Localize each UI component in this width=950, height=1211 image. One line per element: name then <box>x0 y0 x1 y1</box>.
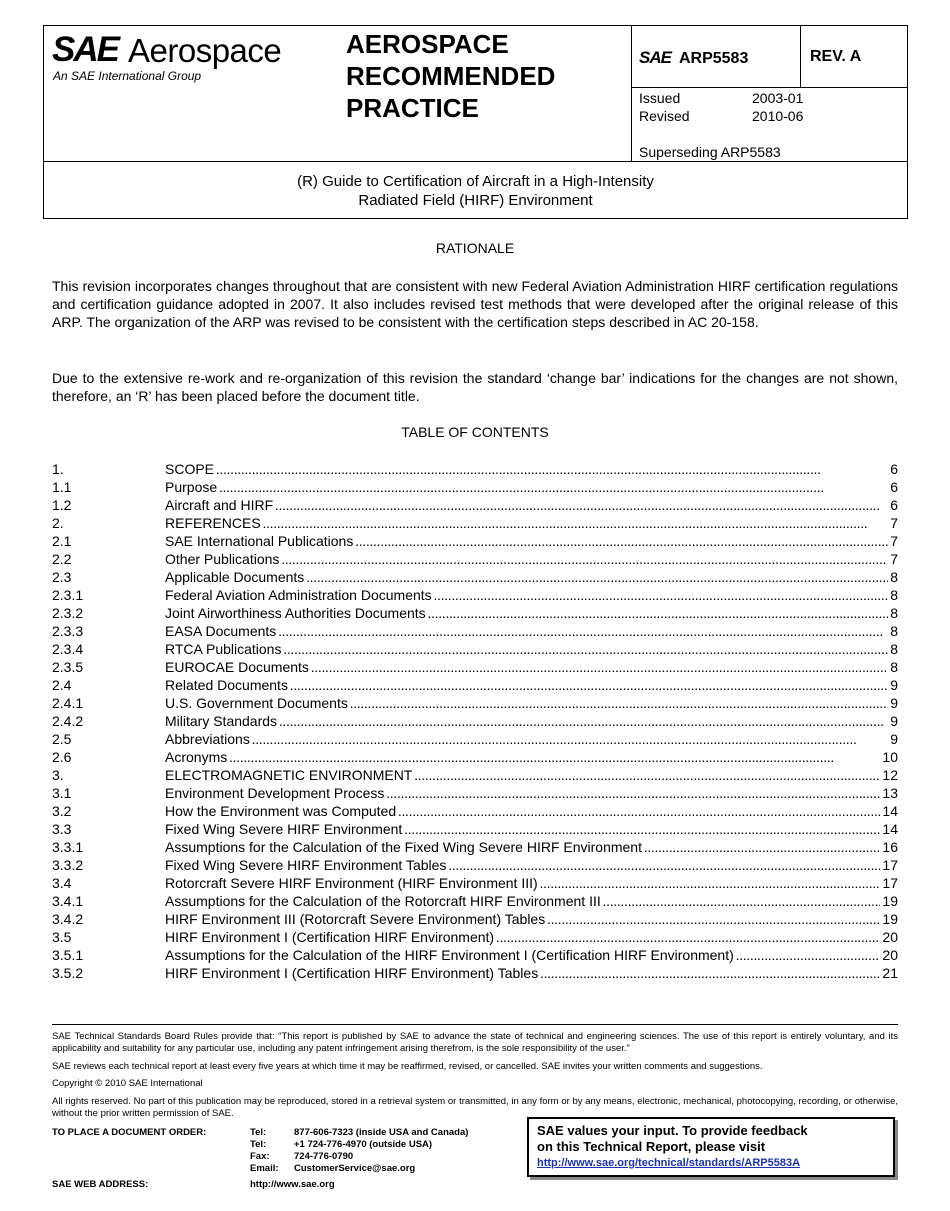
toc-entry[interactable] <box>52 514 898 532</box>
toc-entry[interactable] <box>52 766 898 784</box>
toc-entry-page: 16 <box>882 839 898 855</box>
contact-value: 877-606-7323 (inside USA and Canada) <box>294 1127 469 1138</box>
toc-entry-title: Abbreviations . . . <box>165 730 888 748</box>
toc-entry[interactable] <box>52 622 898 640</box>
toc-entry-title: Purpose . . . <box>165 478 888 496</box>
toc-entry-number: 2.3 <box>52 569 72 585</box>
toc-entry[interactable] <box>52 496 898 514</box>
toc-entry-page: 6 <box>890 497 898 513</box>
toc-entry-number: 2.1 <box>52 533 72 549</box>
toc-entry-number: 1. <box>52 461 64 477</box>
toc-entry[interactable] <box>52 730 898 748</box>
toc-entry-title: Rotorcraft Severe HIRF Environment (HIRF Environment III) . . . <box>165 874 880 892</box>
toc-entry[interactable] <box>52 640 898 658</box>
toc-entry-page: 8 <box>890 605 898 621</box>
toc-entry-title: ELECTROMAGNETIC ENVIRONMENT . . . <box>165 766 880 784</box>
revised-label: Revised <box>639 108 690 124</box>
toc-entry-title: REFERENCES . . . <box>165 514 888 532</box>
contact-value[interactable]: CustomerService@sae.org <box>294 1163 416 1174</box>
toc-entry[interactable] <box>52 964 898 982</box>
toc-entry-title: How the Environment was Computed . . . <box>165 802 880 820</box>
table-of-contents <box>52 460 898 982</box>
toc-entry[interactable] <box>52 748 898 766</box>
toc-entry-number: 2.3.3 <box>52 623 84 639</box>
sae-aerospace-logo <box>52 30 312 86</box>
document-type-line: AEROSPACE <box>346 29 509 59</box>
toc-entry-title: Assumptions for the Calculation of the HIRF Environment I (Certification HIRF Environment) . . . <box>165 946 880 964</box>
header-divider <box>44 161 907 162</box>
feedback-text: on this Technical Report, please visit <box>537 1139 766 1154</box>
toc-entry-number: 3.5.1 <box>52 947 84 963</box>
footer-rule <box>52 1024 898 1025</box>
contact-label: Tel: <box>250 1127 267 1138</box>
toc-entry-title: HIRF Environment I (Certification HIRF Environment) . . . <box>165 928 880 946</box>
document-header <box>43 25 908 219</box>
toc-entry-number: 3. <box>52 767 64 783</box>
toc-entry[interactable] <box>52 658 898 676</box>
toc-entry[interactable] <box>52 802 898 820</box>
document-title-line: (R) Guide to Certification of Aircraft in a High-Intensity <box>297 173 654 190</box>
toc-entry-title: SCOPE . . . <box>165 460 888 478</box>
toc-entry-number: 3.4.1 <box>52 893 84 909</box>
header-divider <box>800 26 801 88</box>
issued-value: 2003-01 <box>752 90 804 106</box>
copyright: Copyright © 2010 SAE International <box>52 1078 203 1089</box>
contact-labels <box>250 1127 300 1175</box>
feedback-text: SAE values your input. To provide feedback <box>537 1123 808 1138</box>
logo-subtitle: An SAE International Group <box>53 69 202 83</box>
toc-entry-number: 2.3.5 <box>52 659 84 675</box>
toc-entry-number: 2.6 <box>52 749 72 765</box>
toc-entry-page: 7 <box>890 515 898 531</box>
toc-entry[interactable] <box>52 694 898 712</box>
toc-entry[interactable] <box>52 604 898 622</box>
toc-entry-page: 19 <box>882 911 898 927</box>
contact-label: Tel: <box>250 1139 267 1150</box>
header-divider <box>631 87 908 88</box>
document-number-text: ARP5583 <box>678 50 749 67</box>
toc-entry-number: 2. <box>52 515 64 531</box>
toc-entry-number: 3.2 <box>52 803 72 819</box>
toc-heading: TABLE OF CONTENTS <box>401 424 549 440</box>
toc-entry-title: Joint Airworthiness Authorities Documents . . . <box>165 604 888 622</box>
toc-entry-title: Assumptions for the Calculation of the Rotorcraft HIRF Environment III . . . <box>165 892 880 910</box>
toc-entry-page: 8 <box>890 569 898 585</box>
toc-entry[interactable] <box>52 946 898 964</box>
toc-entry-page: 20 <box>882 929 898 945</box>
toc-entry[interactable] <box>52 892 898 910</box>
rights-notice: All rights reserved. No part of this publication may be reproduced, stored in a retrieval system or transmitted, in any form or by any means, electronic, mechanical, photocopying, recording, or otherwise, without the prior written permission of SAE. <box>52 1096 898 1119</box>
toc-entry[interactable] <box>52 784 898 802</box>
toc-entry-number: 3.3.2 <box>52 857 84 873</box>
toc-entry-number: 3.4 <box>52 875 72 891</box>
toc-entry-title: U.S. Government Documents . . . <box>165 694 888 712</box>
toc-entry-title: HIRF Environment III (Rotorcraft Severe Environment) Tables . . . <box>165 910 880 928</box>
toc-entry-page: 17 <box>882 857 898 873</box>
toc-entry-number: 2.3.4 <box>52 641 84 657</box>
toc-entry-page: 13 <box>882 785 898 801</box>
toc-entry-title: HIRF Environment I (Certification HIRF Environment) Tables . . . <box>165 964 880 982</box>
toc-entry[interactable] <box>52 478 898 496</box>
toc-entry[interactable] <box>52 910 898 928</box>
order-label: TO PLACE A DOCUMENT ORDER: <box>52 1127 207 1138</box>
toc-entry[interactable] <box>52 586 898 604</box>
toc-entry-number: 3.5 <box>52 929 72 945</box>
toc-entry[interactable] <box>52 712 898 730</box>
toc-entry-page: 6 <box>890 479 898 495</box>
toc-entry-title: EUROCAE Documents . . . <box>165 658 888 676</box>
logo-brand: SAE <box>52 30 118 69</box>
toc-entry-title: Federal Aviation Administration Documents . . . <box>165 586 888 604</box>
superseding-note: Superseding ARP5583 <box>639 144 781 160</box>
toc-entry-page: 9 <box>890 695 898 711</box>
toc-entry-page: 21 <box>882 965 898 981</box>
toc-entry[interactable] <box>52 676 898 694</box>
toc-entry-page: 8 <box>890 587 898 603</box>
header-divider <box>631 26 632 162</box>
feedback-link[interactable]: http://www.sae.org/technical/standards/ARP5583A <box>537 1157 801 1169</box>
feedback-box <box>527 1117 895 1177</box>
toc-entry-page: 9 <box>890 677 898 693</box>
contact-value: +1 724-776-4970 (outside USA) <box>294 1139 433 1150</box>
document-type-line: RECOMMENDED <box>346 61 556 91</box>
review-note: SAE reviews each technical report at least every five years at which time it may be reaffirmed, revised, or cancelled. SAE invites your written comments and suggestions. <box>52 1061 763 1072</box>
web-address-link[interactable]: http://www.sae.org <box>250 1179 335 1190</box>
toc-entry-page: 6 <box>890 461 898 477</box>
document-title <box>44 172 907 210</box>
toc-entry[interactable] <box>52 874 898 892</box>
toc-entry-page: 19 <box>882 893 898 909</box>
toc-entry-page: 7 <box>890 533 898 549</box>
revised-value: 2010-06 <box>752 108 804 124</box>
toc-entry-title: Fixed Wing Severe HIRF Environment . . . <box>165 820 880 838</box>
document-title-line: Radiated Field (HIRF) Environment <box>358 192 593 209</box>
toc-entry-title: Fixed Wing Severe HIRF Environment Tables . . . <box>165 856 880 874</box>
toc-entry-title: EASA Documents . . . <box>165 622 888 640</box>
toc-entry-title: Assumptions for the Calculation of the Fixed Wing Severe HIRF Environment . . . <box>165 838 880 856</box>
toc-entry-number: 3.4.2 <box>52 911 84 927</box>
revision-label: REV. A <box>810 48 862 65</box>
toc-entry-page: 10 <box>882 749 898 765</box>
toc-entry-page: 12 <box>882 767 898 783</box>
toc-entry-page: 14 <box>882 821 898 837</box>
document-type <box>346 28 555 124</box>
toc-entry-number: 3.3.1 <box>52 839 84 855</box>
issued-label: Issued <box>639 90 681 106</box>
document-dates <box>639 89 803 125</box>
toc-entry-title: SAE International Publications . . . <box>165 532 888 550</box>
toc-entry-title: Aircraft and HIRF . . . <box>165 496 888 514</box>
standards-board-rules: SAE Technical Standards Board Rules provide that: “This report is published by SAE to advance the state of technical and engineering sciences. The use of this report is entirely voluntary, and its applicability and suitability for any particular use, including any patent infringement arising therefrom, is the sole responsibility of the user.” <box>52 1031 898 1054</box>
rationale-paragraph: Due to the extensive re-work and re-organization of this revision the standard ‘change bar’ indications for the changes are not shown, therefore, an ‘R’ has been placed before the document title. <box>52 370 898 404</box>
toc-entry[interactable] <box>52 568 898 586</box>
toc-entry-page: 14 <box>882 803 898 819</box>
contact-values <box>294 1127 514 1175</box>
toc-entry-page: 17 <box>882 875 898 891</box>
contact-value: 724-776-0790 <box>294 1151 354 1162</box>
logo-word: Aerospace <box>128 32 282 69</box>
toc-entry-title: Acronyms . . . <box>165 748 880 766</box>
toc-entry-title: Other Publications . . . <box>165 550 888 568</box>
toc-entry-number: 2.3.2 <box>52 605 84 621</box>
rationale-paragraph: This revision incorporates changes throughout that are consistent with new Federal Aviation Administration HIRF certification regulations and certification guidance adopted in 2007. It also includes revised test methods that were developed after the original release of this ARP. The organization of the ARP was revised to be consistent with the certification steps described in AC 20-158. <box>52 278 898 330</box>
toc-entry-number: 2.4.1 <box>52 695 84 711</box>
rationale-heading: RATIONALE <box>435 240 515 256</box>
toc-entry-title: Related Documents . . . <box>165 676 888 694</box>
toc-entry-page: 9 <box>890 713 898 729</box>
toc-entry-page: 9 <box>890 731 898 747</box>
toc-entry-number: 3.1 <box>52 785 72 801</box>
toc-entry[interactable] <box>52 928 898 946</box>
sae-small-logo: SAE <box>639 48 671 67</box>
toc-entry-number: 3.5.2 <box>52 965 84 981</box>
toc-entry-number: 1.2 <box>52 497 72 513</box>
toc-entry[interactable] <box>52 856 898 874</box>
document-type-line: PRACTICE <box>346 93 479 123</box>
toc-entry-number: 2.4.2 <box>52 713 84 729</box>
web-address-label: SAE WEB ADDRESS: <box>52 1179 149 1190</box>
contact-label: Email: <box>250 1163 279 1174</box>
toc-entry[interactable] <box>52 532 898 550</box>
toc-entry-page: 7 <box>890 551 898 567</box>
toc-entry-number: 1.1 <box>52 479 72 495</box>
toc-entry-number: 3.3 <box>52 821 72 837</box>
toc-entry[interactable] <box>52 550 898 568</box>
toc-entry-page: 8 <box>890 659 898 675</box>
toc-entry-title: Military Standards . . . <box>165 712 888 730</box>
toc-entry-number: 2.5 <box>52 731 72 747</box>
toc-entry-number: 2.4 <box>52 677 72 693</box>
toc-entry-title: Environment Development Process . . . <box>165 784 880 802</box>
toc-entry[interactable] <box>52 460 898 478</box>
contact-label: Fax: <box>250 1151 270 1162</box>
toc-entry-number: 2.2 <box>52 551 72 567</box>
toc-entry-number: 2.3.1 <box>52 587 84 603</box>
toc-entry-page: 8 <box>890 623 898 639</box>
toc-entry-title: RTCA Publications . . . <box>165 640 888 658</box>
document-number <box>639 48 748 68</box>
toc-entry-title: Applicable Documents . . . <box>165 568 888 586</box>
toc-entry[interactable] <box>52 838 898 856</box>
toc-entry-page: 20 <box>882 947 898 963</box>
toc-entry[interactable] <box>52 820 898 838</box>
toc-entry-page: 8 <box>890 641 898 657</box>
